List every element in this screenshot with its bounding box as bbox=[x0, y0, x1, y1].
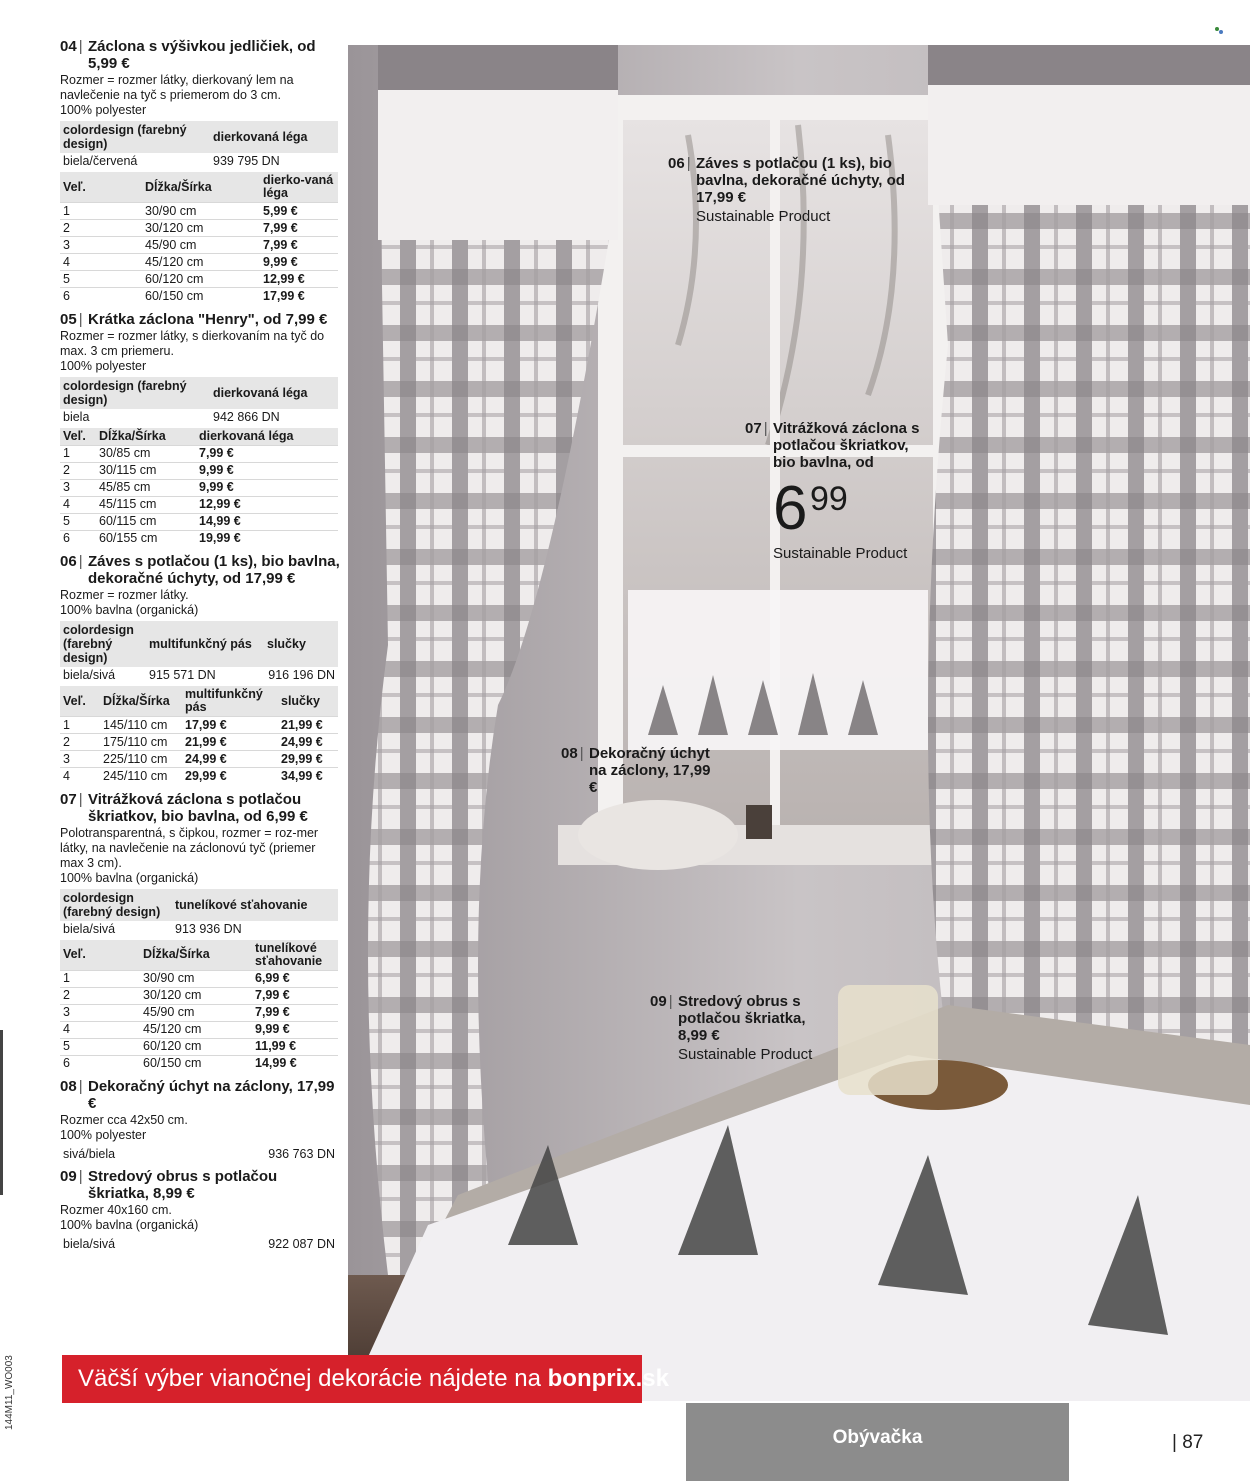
table-row: 3 45/85 cm 9,99 € bbox=[60, 479, 338, 496]
callout-title bbox=[561, 745, 721, 796]
color-name: biela/sivá bbox=[63, 921, 116, 936]
material-line: 100% bavlna (organická) bbox=[60, 870, 199, 885]
table-row: 6 60/155 cm 19,99 € bbox=[60, 530, 338, 547]
product-description bbox=[60, 588, 340, 618]
product-description bbox=[60, 329, 340, 374]
price-integer: 6 bbox=[773, 474, 808, 543]
corner-mark-icon bbox=[1214, 26, 1224, 36]
product-list bbox=[60, 38, 340, 1258]
article-number: 916 196 DN bbox=[268, 668, 335, 682]
article-number: 936 763 DN bbox=[268, 1147, 335, 1161]
size-table bbox=[60, 686, 338, 785]
color-name: biela bbox=[63, 409, 90, 424]
color-table bbox=[60, 121, 338, 169]
product-title bbox=[60, 553, 340, 587]
table-row: 3 45/90 cm 7,99 € bbox=[60, 237, 338, 254]
table-row: 1 30/85 cm 7,99 € bbox=[60, 445, 338, 462]
product-title bbox=[60, 38, 340, 72]
page-number-text: 87 bbox=[1182, 1432, 1204, 1453]
table-row: 1 30/90 cm 6,99 € bbox=[60, 970, 338, 987]
description-line: Rozmer = rozmer látky, s dierkovaním na tyč do max. 3 cm priemeru. bbox=[60, 328, 325, 358]
color-table bbox=[60, 1146, 338, 1162]
table-row: 4 245/110 cm 29,99 € 34,99 € bbox=[60, 768, 338, 785]
sustainable-label: Sustainable Product bbox=[696, 208, 831, 225]
dimension-header: Dĺžka/Šírka bbox=[96, 428, 196, 446]
product-title bbox=[60, 1078, 340, 1112]
callout-08 bbox=[561, 745, 721, 796]
callout-07-note bbox=[745, 543, 930, 562]
article-number: 942 866 DN bbox=[213, 409, 280, 424]
dimension-header: Dĺžka/Šírka bbox=[140, 940, 252, 971]
sustainable-label: Sustainable Product bbox=[773, 545, 908, 562]
color-table bbox=[60, 377, 338, 425]
price-header: slučky bbox=[278, 686, 338, 717]
promo-banner[interactable] bbox=[62, 1355, 669, 1403]
table-row: 4 45/120 cm 9,99 € bbox=[60, 254, 338, 271]
price-decimal: 99 bbox=[810, 480, 848, 518]
product-07 bbox=[60, 791, 340, 1073]
size-header: Veľ. bbox=[60, 428, 96, 446]
color-header: colordesign (farebný design) bbox=[60, 377, 210, 409]
size-table bbox=[60, 428, 338, 548]
variant-header: dierkovaná léga bbox=[210, 377, 338, 409]
variant-header: dierkovaná léga bbox=[210, 121, 338, 153]
price-header: dierkovaná léga bbox=[196, 428, 338, 446]
callout-title-text: Vitrážková záclona s potlačou škriatkov, bio bavlna, od bbox=[773, 420, 920, 471]
material-line: 100% polyester bbox=[60, 358, 147, 373]
material-line: 100% polyester bbox=[60, 103, 147, 117]
callout-06 bbox=[668, 155, 918, 225]
price-header: tunelíkové sťahovanie bbox=[252, 940, 338, 971]
room-scene-illustration bbox=[348, 45, 1250, 1401]
size-header: Veľ. bbox=[60, 686, 100, 717]
callout-title bbox=[650, 993, 820, 1044]
article-number: 913 936 DN bbox=[175, 921, 242, 936]
variant-header: tunelíkové sťahovanie bbox=[172, 889, 338, 921]
variant-header: slučky bbox=[264, 621, 338, 667]
callout-title-text: Dekoračný úchyt na záclony, 17,99 € bbox=[589, 745, 711, 796]
material-line: 100% bavlna (organická) bbox=[60, 1218, 199, 1232]
callout-title-text: Stredový obrus s potlačou škriatka, 8,99 € bbox=[678, 993, 806, 1044]
product-title-text: Vitrážková záclona s potlačou škriatkov, bio bavlna, od 6,99 € bbox=[88, 790, 308, 825]
callout-number: 06 | bbox=[668, 155, 691, 172]
callout-title-text: Záves s potlačou (1 ks), bio bavlna, dekoračné úchyty, od 17,99 € bbox=[696, 155, 905, 206]
product-title-text: Záves s potlačou (1 ks), bio bavlna, dekoračné úchyty, od 17,99 € bbox=[88, 553, 340, 587]
size-header: Veľ. bbox=[60, 940, 140, 971]
product-number: 06 | bbox=[60, 553, 83, 570]
article-number: 939 795 DN bbox=[213, 154, 280, 168]
table-row: 4 45/120 cm 9,99 € bbox=[60, 1021, 338, 1038]
callout-09 bbox=[650, 993, 820, 1063]
product-04 bbox=[60, 38, 340, 305]
material-line: 100% polyester bbox=[60, 1128, 147, 1142]
variant-header: multifunkčný pás bbox=[146, 621, 264, 667]
article-number: 922 087 DN bbox=[268, 1237, 335, 1251]
edge-bar bbox=[0, 1030, 3, 1195]
table-row: 3 45/90 cm 7,99 € bbox=[60, 1004, 338, 1021]
banner-link[interactable]: bonprix.sk bbox=[547, 1365, 669, 1392]
callout-title bbox=[668, 155, 918, 206]
page-number bbox=[1172, 1432, 1203, 1454]
product-description bbox=[60, 73, 340, 118]
dimension-header: Dĺžka/Šírka bbox=[100, 686, 182, 717]
product-title bbox=[60, 791, 340, 825]
color-header: colordesign (farebný design) bbox=[60, 621, 146, 667]
table-row: 5 60/115 cm 14,99 € bbox=[60, 513, 338, 530]
banner-text: Väčší výber vianočnej dekorácie nájdete na bbox=[78, 1365, 548, 1392]
size-table bbox=[60, 172, 338, 305]
color-table bbox=[60, 1236, 338, 1252]
product-title-text: Stredový obrus s potlačou škriatka, 8,99 € bbox=[88, 1168, 278, 1202]
color-table bbox=[60, 621, 338, 683]
table-row: 6 60/150 cm 17,99 € bbox=[60, 288, 338, 305]
price-header: multifunkčný pás bbox=[182, 686, 278, 717]
color-table bbox=[60, 889, 338, 937]
table-row: 4 45/115 cm 12,99 € bbox=[60, 496, 338, 513]
product-title bbox=[60, 311, 340, 328]
callout-number: 09 | bbox=[650, 993, 673, 1010]
table-row: 3 225/110 cm 24,99 € 29,99 € bbox=[60, 751, 338, 768]
dimension-header: Dĺžka/Šírka bbox=[142, 172, 260, 203]
table-row: 6 60/150 cm 14,99 € bbox=[60, 1055, 338, 1072]
product-06 bbox=[60, 553, 340, 785]
product-05 bbox=[60, 311, 340, 548]
description-line: Rozmer = rozmer látky. bbox=[60, 588, 189, 602]
callout-title bbox=[745, 420, 930, 471]
sustainable-label: Sustainable Product bbox=[678, 1046, 813, 1063]
product-photo bbox=[348, 45, 1250, 1401]
color-name: biela/sivá bbox=[63, 668, 116, 682]
article-number: 915 571 DN bbox=[149, 668, 216, 682]
table-row: 2 30/120 cm 7,99 € bbox=[60, 987, 338, 1004]
callout-number: 07 | bbox=[745, 420, 768, 437]
product-description bbox=[60, 1113, 340, 1143]
product-number: 07 | bbox=[60, 791, 83, 808]
product-09 bbox=[60, 1168, 340, 1252]
product-description bbox=[60, 1203, 340, 1233]
table-row: 5 60/120 cm 12,99 € bbox=[60, 271, 338, 288]
price-header: dierko-vaná léga bbox=[260, 172, 338, 203]
product-description bbox=[60, 826, 340, 886]
table-row: 2 175/110 cm 21,99 € 24,99 € bbox=[60, 734, 338, 751]
product-08 bbox=[60, 1078, 340, 1162]
color-name: sivá/biela bbox=[63, 1147, 116, 1161]
color-name: biela/sivá bbox=[63, 1237, 116, 1251]
product-number: 09 | bbox=[60, 1168, 83, 1185]
description-line: Rozmer cca 42x50 cm. bbox=[60, 1113, 188, 1127]
product-title-text: Dekoračný úchyt na záclony, 17,99 € bbox=[88, 1078, 335, 1112]
table-row: 1 145/110 cm 17,99 € 21,99 € bbox=[60, 717, 338, 734]
color-header: colordesign (farebný design) bbox=[60, 889, 172, 921]
table-row: 5 60/120 cm 11,99 € bbox=[60, 1038, 338, 1055]
size-table bbox=[60, 940, 338, 1073]
size-header: Veľ. bbox=[60, 172, 142, 203]
product-title bbox=[60, 1168, 340, 1202]
description-line: Rozmer 40x160 cm. bbox=[60, 1203, 172, 1217]
color-header: colordesign (farebný design) bbox=[60, 121, 210, 153]
callout-07 bbox=[745, 420, 930, 471]
table-row: 1 30/90 cm 5,99 € bbox=[60, 203, 338, 220]
callout-number: 08 | bbox=[561, 745, 584, 762]
description-line: Polotransparentná, s čipkou, rozmer = roz-mer látky, na navlečenie na záclonovú tyč (priemer max 3 cm). bbox=[60, 825, 319, 870]
product-number: 08 | bbox=[60, 1078, 83, 1095]
product-number: 04 | bbox=[60, 38, 83, 55]
color-name: biela/červená bbox=[63, 154, 138, 168]
product-number: 05 | bbox=[60, 311, 83, 328]
table-row: 2 30/120 cm 7,99 € bbox=[60, 220, 338, 237]
product-title-text: Záclona s výšivkou jedličiek, od 5,99 € bbox=[88, 38, 316, 72]
big-price bbox=[773, 474, 848, 543]
material-line: 100% bavlna (organická) bbox=[60, 603, 199, 617]
product-title-text: Krátka záclona "Henry", od 7,99 € bbox=[88, 310, 328, 328]
section-tab: Obývačka bbox=[686, 1403, 1069, 1481]
table-row: 2 30/115 cm 9,99 € bbox=[60, 462, 338, 479]
catalog-code: 144M11_WO003 bbox=[4, 1355, 15, 1430]
description-line: Rozmer = rozmer látky, dierkovaný lem na navlečenie na tyč s priemerom do 3 cm. bbox=[60, 73, 294, 102]
